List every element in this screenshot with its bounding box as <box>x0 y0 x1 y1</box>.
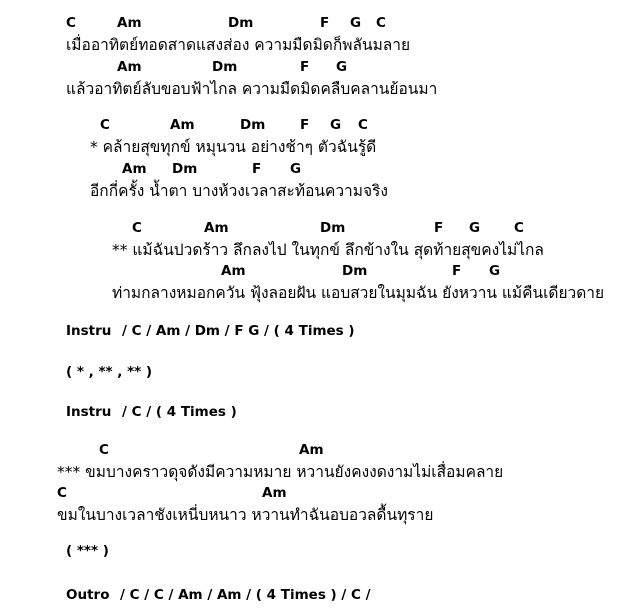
chord-label: F <box>452 263 462 279</box>
chord-label: C <box>514 220 524 236</box>
lyric-line <box>0 238 620 262</box>
chord-label: F <box>300 59 310 75</box>
chord-line <box>0 441 620 460</box>
chord-label: C <box>100 117 110 133</box>
chord-label: Am <box>170 117 195 133</box>
lyric-line <box>0 281 620 305</box>
chord-label: Am <box>262 485 287 501</box>
chord-line <box>0 58 620 77</box>
chord-line <box>0 14 620 33</box>
section-label: Instru <box>66 404 112 420</box>
lyric-block <box>0 484 620 527</box>
chord-label: C <box>57 485 67 501</box>
chord-label: Dm <box>212 59 238 75</box>
chord-line <box>0 160 620 179</box>
section-line <box>0 402 620 422</box>
chord-label: C <box>99 442 109 458</box>
repeat-marker-line <box>0 541 620 561</box>
repeat-marker-line <box>0 362 620 382</box>
chord-label: Am <box>117 59 142 75</box>
chord-label: C <box>66 15 76 31</box>
repeat-marker: ( *** ) <box>66 543 109 559</box>
chord-label: G <box>350 15 362 31</box>
chord-label: C <box>132 220 142 236</box>
lyric-text: ** แม้ฉันปวดร้าว ลึกลงไป ในทุกข์ ลึกข้างใน สุดท้ายสุขคงไม่ไกล <box>112 241 544 259</box>
lyric-block <box>0 441 620 484</box>
chord-label: Am <box>204 220 229 236</box>
lyric-line <box>0 460 620 484</box>
chord-label: Dm <box>228 15 254 31</box>
lyric-block <box>0 58 620 101</box>
chord-label: C <box>358 117 368 133</box>
chord-label: F <box>320 15 330 31</box>
chord-line <box>0 262 620 281</box>
chord-label: Am <box>122 161 147 177</box>
chord-label: G <box>290 161 302 177</box>
chord-label: Dm <box>342 263 368 279</box>
lyric-line <box>0 179 620 203</box>
lyric-line <box>0 135 620 159</box>
chord-label: G <box>489 263 501 279</box>
chord-line <box>0 219 620 238</box>
section-line <box>0 321 620 341</box>
chord-label: G <box>336 59 348 75</box>
section-label: Outro <box>66 587 110 603</box>
lyric-text: *** ขมบางคราวดุจดังมีความหมาย หวานยังคงงดงามไม่เสื่อมคลาย <box>57 463 504 481</box>
chord-label: G <box>469 220 481 236</box>
chord-label: F <box>252 161 262 177</box>
lyric-line <box>0 503 620 527</box>
lyric-text: ท่ามกลางหมอกควัน ฟุ้งลอยฝัน แอบสวยในมุมฉัน ยังหวาน แม้คืนเดียวดาย <box>112 284 605 302</box>
lyric-text: * คล้ายสุขทุกข์ หมุนวน อย่างช้าๆ ตัวฉันรู้ดี <box>90 138 377 156</box>
section-label: Instru <box>66 323 112 339</box>
chord-label: F <box>300 117 310 133</box>
lyric-text: แล้วอาทิตย์ลับขอบฟ้าไกล ความมืดมิดคลืบคลานย้อนมา <box>66 80 438 98</box>
chord-label: Am <box>221 263 246 279</box>
chord-label: F <box>434 220 444 236</box>
section-line <box>0 585 620 605</box>
lyric-block <box>0 160 620 203</box>
lyric-block <box>0 14 620 57</box>
chord-progression: / C / C / Am / Am / ( 4 Times ) / C / <box>120 587 371 603</box>
lyric-block <box>0 262 620 305</box>
lyric-block <box>0 116 620 159</box>
repeat-marker: ( * , ** , ** ) <box>66 364 153 380</box>
chord-label: Dm <box>240 117 266 133</box>
chord-line <box>0 484 620 503</box>
chord-progression: / C / ( 4 Times ) <box>122 404 237 420</box>
chord-label: Dm <box>172 161 198 177</box>
chord-label: Am <box>299 442 324 458</box>
chord-progression: / C / Am / Dm / F G / ( 4 Times ) <box>122 323 355 339</box>
lyric-line <box>0 33 620 57</box>
lyric-line <box>0 77 620 101</box>
lyric-text: ขมในบางเวลาชังเหนี่บหนาว หวานทำฉันอบอวลดื้นทุราย <box>57 506 434 524</box>
lyric-text: เมื่ออาทิตย์ทอดสาดแสงส่อง ความมืดมิดก็พลันมลาย <box>66 36 411 54</box>
lyric-text: อีกกี่ครั้ง น้ำตา บางห้วงเวลาสะท้อนความจริง <box>90 182 388 200</box>
chord-label: Dm <box>320 220 346 236</box>
chord-label: C <box>376 15 386 31</box>
chord-line <box>0 116 620 135</box>
chord-label: G <box>330 117 342 133</box>
chord-label: Am <box>117 15 142 31</box>
lyric-block <box>0 219 620 262</box>
